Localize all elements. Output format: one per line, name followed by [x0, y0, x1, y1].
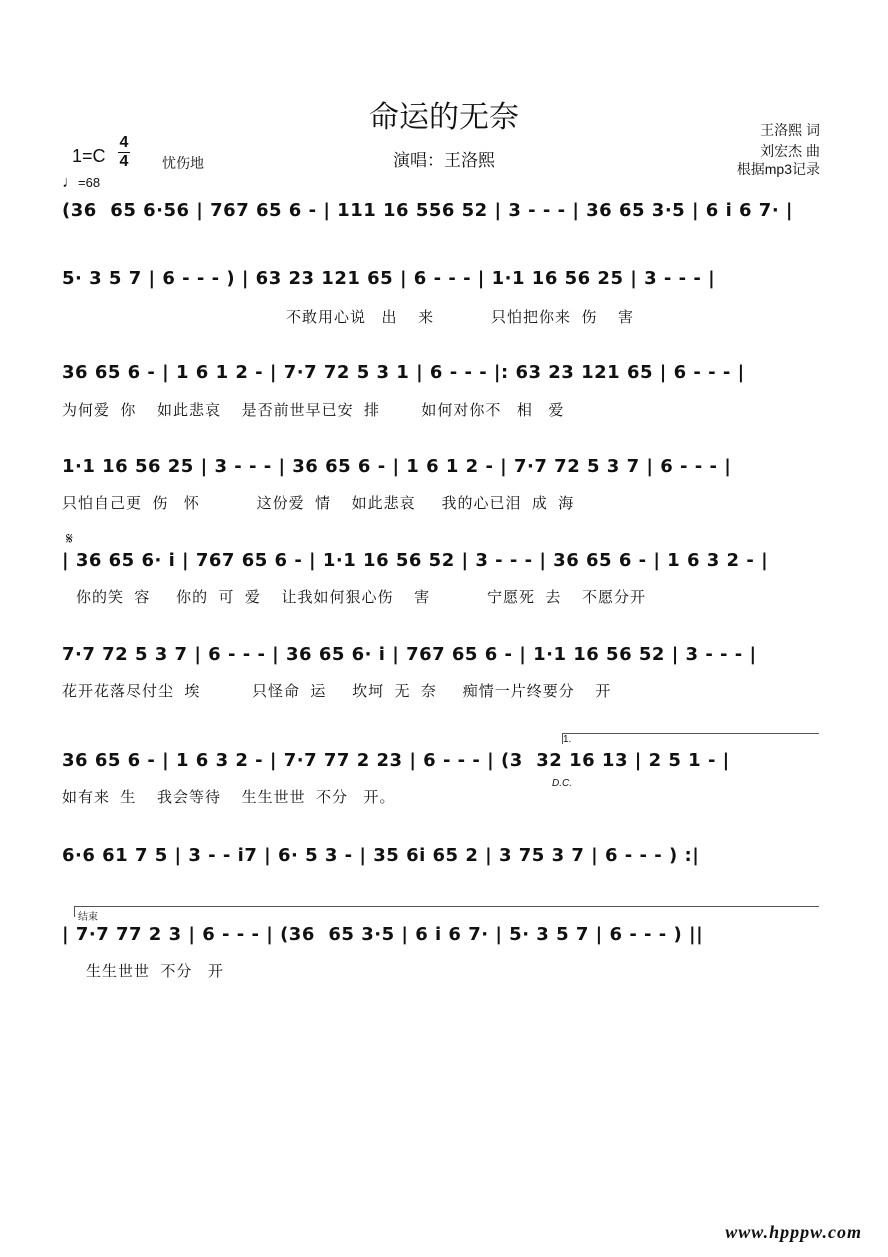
lyricist-credit: 王洛熙 词: [760, 122, 820, 138]
time-signature-bottom: 4: [119, 153, 129, 170]
staff-row: 6·6 61 7 5 | 3 - - i7 | 6· 5 3 - | 35 6i 65 2 | 3 75 3 7 | 6 - - - ) :|: [62, 845, 700, 866]
lyric-line: 花开花落尽付尘 埃 只怪命 运 坎坷 无 奈 痴情一片终要分 开: [62, 683, 612, 700]
song-title: 命运的无奈: [369, 101, 519, 134]
key-signature: 1=C: [72, 146, 106, 166]
time-signature: [118, 135, 130, 170]
time-signature-top: 4: [119, 134, 129, 151]
site-watermark: www.hpppw.com: [725, 1222, 862, 1242]
da-capo-mark: D.C.: [552, 778, 572, 789]
tempo-marking: [62, 174, 100, 192]
staff-row: | 36 65 6· i | 767 65 6 - | 1·1 16 56 52 | 3 - - - | 36 65 6 - | 1 6 3 2 - |: [62, 550, 769, 571]
staff-row: 1·1 16 56 25 | 3 - - - | 36 65 6 - | 1 6 1 2 - | 7·7 72 5 3 7 | 6 - - - |: [62, 456, 732, 477]
staff-row: 36 65 6 - | 1 6 1 2 - | 7·7 72 5 3 1 | 6 - - - |: 63 23 121 65 | 6 - - - |: [62, 362, 745, 383]
staff-row: 5· 3 5 7 | 6 - - - ) | 63 23 121 65 | 6 - - - | 1·1 16 56 25 | 3 - - - |: [62, 268, 716, 289]
lyric-line: 不敢用心说 出 来 只怕把你来 伤 害: [286, 309, 635, 326]
staff-row: (36 65 6·56 | 767 65 6 - | 111 16 556 52 | 3 - - - | 36 65 3·5 | 6 i 6 7· |: [62, 200, 794, 221]
lyric-line: 只怕自己更 伤 怀 这份爱 情 如此悲哀 我的心已泪 成 海: [62, 495, 575, 512]
staff-row: 7·7 72 5 3 7 | 6 - - - | 36 65 6· i | 767 65 6 - | 1·1 16 56 52 | 3 - - - |: [62, 644, 757, 665]
lyric-line: 生生世世 不分 开: [86, 963, 224, 980]
volta-bracket: [562, 733, 819, 744]
staff-row: | 7·7 77 2 3 | 6 - - - | (36 65 3·5 | 6 i 6 7· | 5· 3 5 7 | 6 - - - ) ||: [62, 924, 704, 945]
mood-marking: 忧伤地: [162, 155, 204, 171]
segno-mark: 𝄋: [66, 531, 73, 548]
ending-label: 结束: [78, 912, 98, 923]
lyric-line: 如有来 生 我会等待 生生世世 不分 开。: [62, 789, 396, 806]
volta-first-ending: 1.: [563, 734, 572, 745]
ending-bracket: [74, 906, 819, 917]
lyric-line: 你的笑 容 你的 可 爱 让我如何狠心伤 害 宁愿死 去 不愿分开: [76, 589, 647, 606]
quarter-note-icon: ♩: [62, 174, 78, 191]
composer-credit: 刘宏杰 曲: [760, 143, 820, 159]
staff-row: 36 65 6 - | 1 6 3 2 - | 7·7 77 2 23 | 6 - - - | (3 32 16 13 | 2 5 1 - |: [62, 750, 730, 771]
lyric-line: 为何爱 你 如此悲哀 是否前世早已安 排 如何对你不 相 爱: [62, 402, 565, 419]
transcription-source: 根据mp3记录: [736, 161, 820, 177]
singer-credit: 演唱：王洛熙: [393, 151, 495, 170]
tempo-value: =68: [78, 175, 101, 190]
